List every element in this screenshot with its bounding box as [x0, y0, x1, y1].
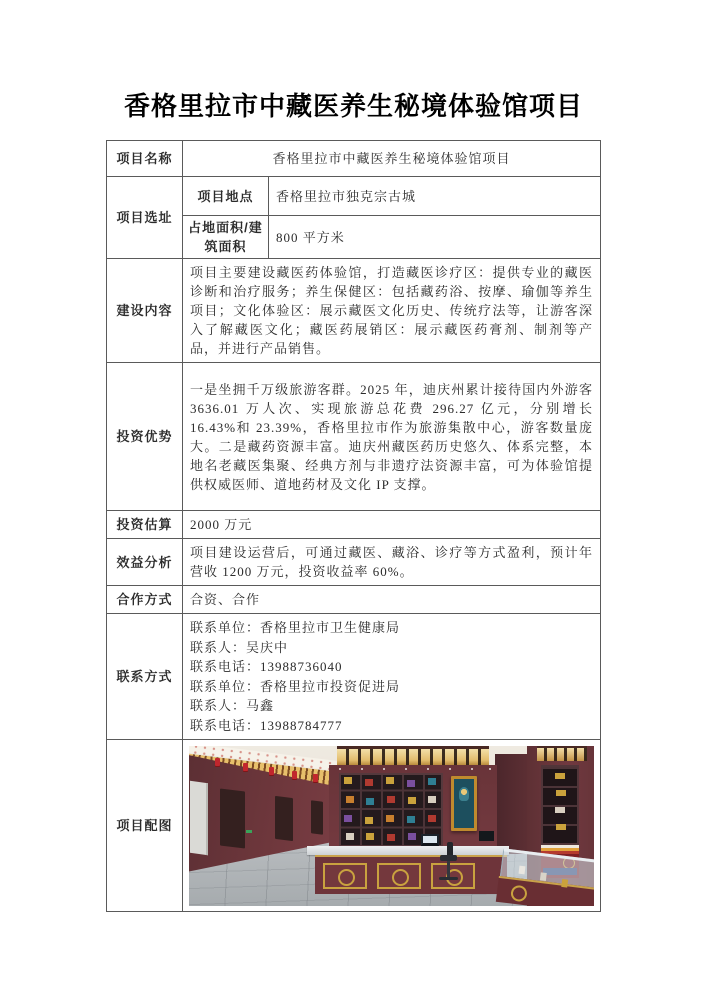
photo-door [311, 800, 323, 834]
photo-shelf-items [344, 777, 352, 784]
construction-value: 项目主要建设藏医药体验馆，打造藏医诊疗区：提供专业的藏医诊断和治疗服务；养生保健区：包括藏药浴、按摩、瑜伽等养生项目；文化体验区：展示藏医文化历史、传统疗法等，让游客深入了解藏医文化；藏医药展销区：展示藏医药膏剂、制剂等产品，并进行产品销售。 [182, 259, 600, 363]
table-row [106, 259, 600, 363]
photo-right-cornice [537, 746, 587, 761]
table-row [106, 614, 600, 740]
area-value: 800 平方米 [268, 216, 600, 259]
row-label-contact: 联系方式 [106, 614, 182, 740]
photo-red-lantern [215, 758, 220, 766]
benefit-value: 项目建设运营后，可通过藏医、藏浴、诊疗等方式盈利，预计年营收 1200 万元，投资收益率 60%。 [182, 539, 600, 586]
photo-door [275, 795, 293, 840]
cooperation-value: 合资、合作 [182, 586, 600, 614]
row-label-location: 项目地点 [182, 177, 268, 216]
contact-value [182, 614, 600, 740]
photo-niche-items [555, 773, 565, 779]
photo-monitor [479, 831, 494, 841]
photo-monitor [421, 834, 439, 846]
photo-case-items [519, 865, 526, 874]
contact-unit-1: 联系单位：香格里拉市卫生健康局 [189, 620, 400, 635]
photo-counter-panel [323, 863, 367, 889]
project-photo [189, 746, 594, 906]
photo-thangka [451, 776, 477, 831]
photo-recess-wall [495, 754, 529, 854]
row-label-advantage: 投资优势 [106, 363, 182, 511]
table-row [106, 177, 600, 216]
photo-stripe-band [541, 845, 579, 854]
photo-door [220, 788, 245, 848]
row-label-photo: 项目配图 [106, 740, 182, 912]
photo-downlights [339, 768, 341, 770]
photo-counter-base [315, 855, 507, 894]
table-row [106, 511, 600, 539]
contact-phone-2: 联系电话：13988784777 [189, 717, 343, 733]
advantage-value: 一是坐拥千万级旅游客群。2025 年，迪庆州累计接待国内外游客 3636.01 万人次、实现旅游总花费 296.27 亿元，分别增长 16.43%和 23.39%，香格里拉市作为旅游集散中心，游客数量庞大。二是藏药资源丰富。迪庆州藏医药历史悠久、体系完整，本地名老藏医集聚、经典方剂与非遗疗法资源丰富，可为体验馆提供权威医师、道地药材及文化 IP 支撑。 [182, 363, 600, 511]
photo-counter-top [307, 846, 509, 855]
photo-cell [182, 740, 600, 912]
contact-unit-2: 联系单位：香格里拉市投资促进局 [189, 678, 400, 694]
photo-red-lantern [292, 771, 297, 779]
photo-counter-panel [431, 863, 475, 889]
photo-chair [439, 877, 458, 880]
photo-counter-panel [377, 863, 421, 889]
project-info-table [106, 140, 601, 912]
location-value: 香格里拉市独克宗古城 [268, 177, 600, 216]
table-row [106, 141, 600, 177]
table-row [106, 539, 600, 586]
table-row [106, 363, 600, 511]
contact-phone-1: 联系电话：13988736040 [189, 659, 343, 674]
row-label-construction: 建设内容 [106, 259, 182, 363]
table-row [106, 586, 600, 614]
row-label-investment: 投资估算 [106, 511, 182, 539]
photo-red-lantern [313, 774, 318, 782]
photo-chair [447, 861, 450, 878]
page-title: 香格里拉市中藏医养生秘境体验馆项目 [123, 92, 583, 121]
photo-red-lantern [269, 767, 274, 775]
row-label-project-name: 项目名称 [106, 141, 182, 177]
photo-backlit-cornice [337, 746, 489, 765]
photo-white-door [190, 780, 208, 855]
investment-value: 2000 万元 [182, 511, 600, 539]
photo-exit-sign [246, 830, 252, 833]
photo-red-lantern [243, 763, 248, 771]
contact-person-1: 联系人：吴庆中 [189, 639, 288, 655]
project-name-value: 香格里拉市中藏医养生秘境体验馆项目 [182, 141, 600, 177]
row-label-cooperation: 合作方式 [106, 586, 182, 614]
row-label-area: 占地面积/建筑面积 [182, 216, 268, 259]
row-label-site: 项目选址 [106, 177, 182, 259]
contact-person-2: 联系人：马鑫 [189, 698, 274, 713]
row-label-benefit: 效益分析 [106, 539, 182, 586]
table-row [106, 740, 600, 912]
